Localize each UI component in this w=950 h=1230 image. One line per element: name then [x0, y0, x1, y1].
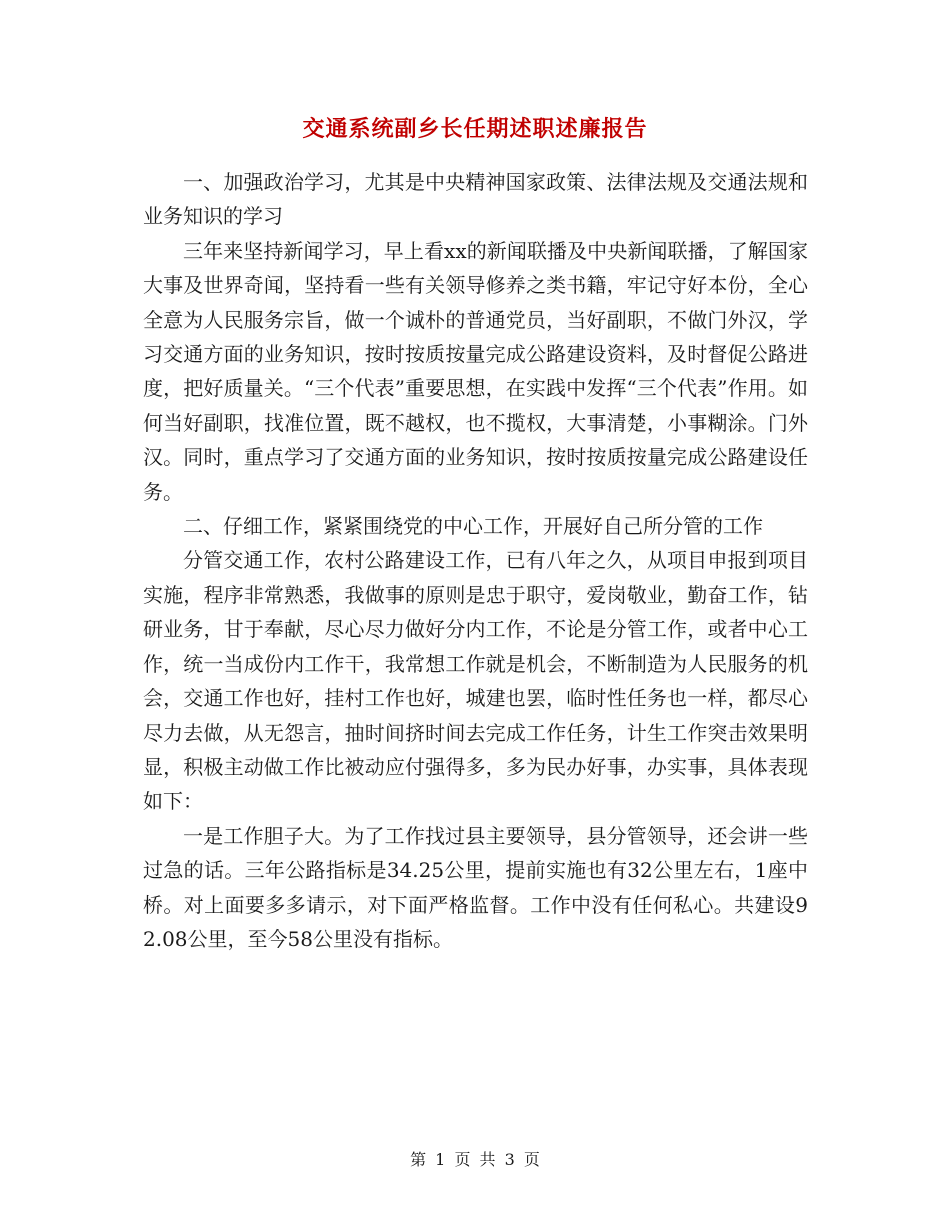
paragraph-study: 三年来坚持新闻学习，早上看xx的新闻联播及中央新闻联播，了解国家大事及世界奇闻，坚持看一些有关领导修养之类书籍，牢记守好本份，全心全意为人民服务宗旨，做一个诚朴的普通党员，当好副职，不做门外汉，学习交通方面的业务知识，按时按质按量完成公路建设资料，及时督促公路进度，把好质量关。“三个代表”重要思想，在实践中发挥“三个代表”作用。如何当好副职，找准位置，既不越权，也不揽权，大事清楚，小事糊涂。门外汉。同时，重点学习了交通方面的业务知识，按时按质按量完成公路建设任务。	[143, 238, 808, 504]
document-title: 交通系统副乡长任期述职述廉报告	[302, 117, 648, 142]
heading-section-2: 二、仔细工作，紧紧围绕党的中心工作，开展好自己所分管的工作	[183, 514, 763, 539]
paragraph-work: 分管交通工作，农村公路建设工作，已有八年之久，从项目申报到项目实施，程序非常熟悉，我做事的原则是忠于职守，爱岗敬业，勤奋工作，钻研业务，甘于奉献，尽心尽力做好分内工作，不论是分管工作，或者中心工作，统一当成份内工作干，我常想工作就是机会，不断制造为人民服务的机会，交通工作也好，挂村工作也好，城建也罢，临时性任务也一样，都尽心尽力去做，从无怨言，抽时间挤时间去完成工作任务，计生工作突击效果明显，积极主动做工作比被动应付强得多，多为民办好事，办实事，具体表现如下：	[143, 548, 808, 814]
heading-section-1: 一、加强政治学习，尤其是中央精神国家政策、法律法规及交通法规和业务知识的学习	[143, 170, 808, 229]
document-body	[143, 165, 808, 956]
paragraph-courage: 一是工作胆子大。为了工作找过县主要领导，县分管领导，还会讲一些过急的话。三年公路指标是34.25公里，提前实施也有32公里左右，1座中桥。对上面要多多请示，对下面严格监督。工作中没有任何私心。共建设92.08公里，至今58公里没有指标。	[143, 823, 808, 951]
page-footer: 第 1 页 共 3 页	[410, 1150, 540, 1169]
